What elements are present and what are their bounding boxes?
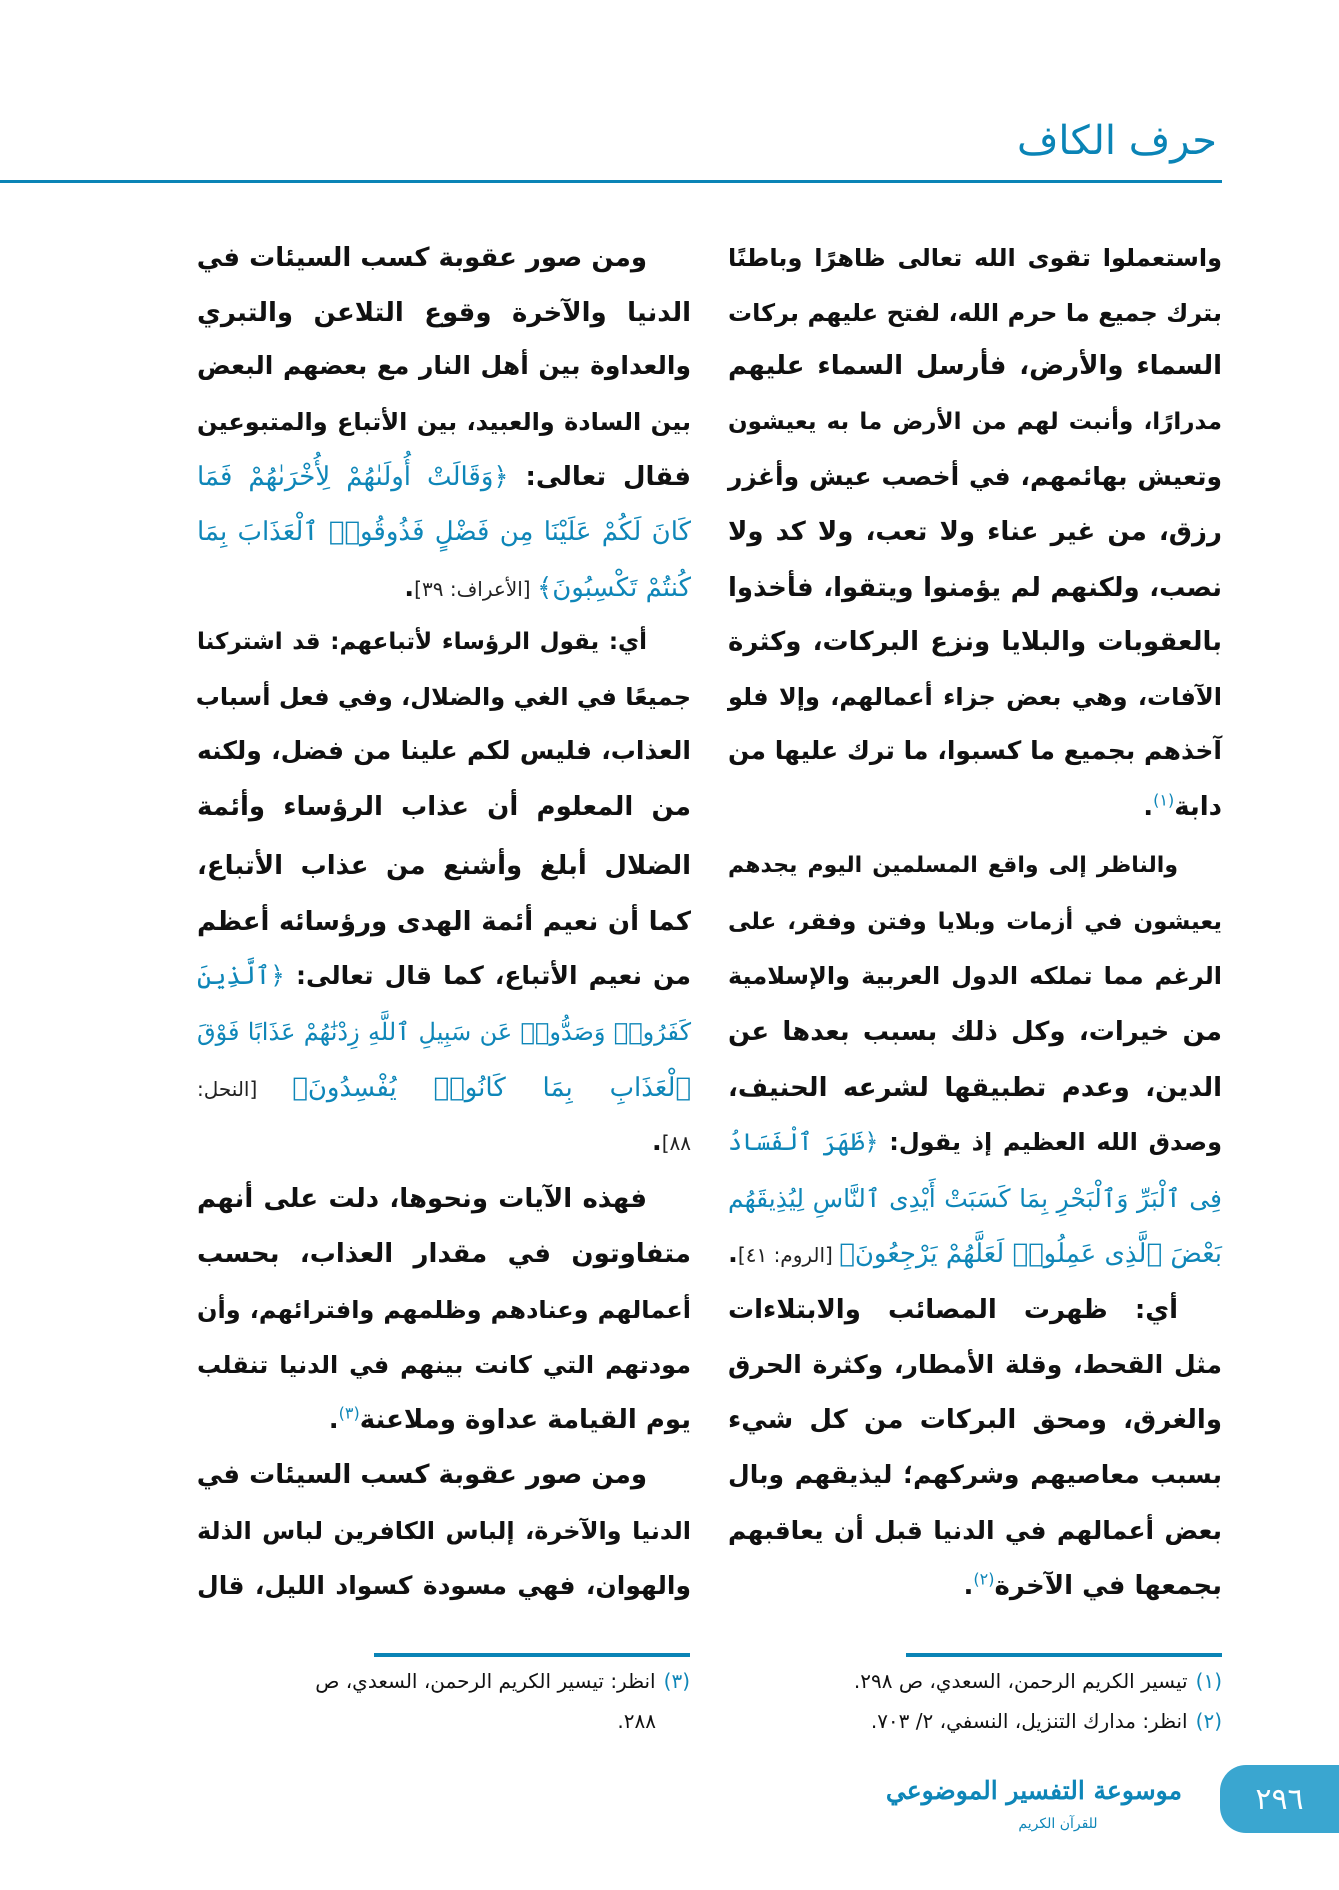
- body-text: الآفات، وهي بعض جزاء أعمالهم، وإلا فلو: [728, 683, 1222, 711]
- footnote-text: انظر: تيسير الكريم الرحمن، السعدي، ص: [315, 1669, 656, 1693]
- quran-verse: كُنتُمْ تَكْسِبُونَ﴾: [536, 573, 691, 603]
- body-text: أعمالهم وعنادهم وظلمهم وافترائهم، وأن: [197, 1296, 691, 1324]
- text-line: [728, 897, 1222, 947]
- logo-subtitle: للقرآن الكريم: [1018, 1816, 1098, 1832]
- body-text: آخذهم بجميع ما كسبوا، ما ترك عليها من: [728, 736, 1222, 765]
- text-line: [197, 897, 691, 947]
- page-number: ٢٩٦: [1220, 1765, 1339, 1833]
- text-line: [197, 397, 691, 447]
- body-text: مودتهم التي كانت بينهم في الدنيا تنقلب: [197, 1351, 691, 1379]
- body-text: أي: يقول الرؤساء لأتباعهم: قد اشتركنا: [197, 629, 647, 655]
- text-line: [197, 1229, 691, 1279]
- text-line: [197, 726, 691, 776]
- body-text: بسبب معاصيهم وشركهم؛ ليذيقهم وبال: [728, 1460, 1222, 1489]
- body-text: جميعًا في الغي والضلال، وفي فعل أسباب: [195, 683, 691, 711]
- verse-reference: [الروم: ٤١]: [737, 1243, 840, 1267]
- footnote-marker[interactable]: (٣): [338, 1403, 360, 1423]
- footnote-text: تيسير الكريم الرحمن، السعدي، ص ٢٩٨.: [853, 1669, 1188, 1693]
- body-text: العذاب، فليس لكم علينا من فضل، ولكنه: [197, 736, 691, 765]
- body-text: بجمعها في الآخرة: [994, 1571, 1222, 1601]
- text-line: [728, 617, 1222, 667]
- body-text: دابة: [1174, 792, 1222, 822]
- footnote-number: (٢): [1195, 1709, 1222, 1733]
- text-line: [197, 951, 691, 1001]
- text-line: [197, 841, 691, 891]
- body-text: من خيرات، وكل ذلك بسبب بعدها عن: [728, 1017, 1222, 1047]
- text-line: [728, 1007, 1222, 1057]
- footnote-marker[interactable]: (١): [1153, 790, 1175, 810]
- text-line: [728, 726, 1222, 776]
- text-line: [728, 1063, 1222, 1113]
- text-line: [728, 507, 1222, 557]
- body-text: فقال تعالى:: [508, 462, 691, 492]
- body-text: من المعلوم أن عذاب الرؤساء وأئمة: [197, 792, 691, 822]
- body-text: بترك جميع ما حرم الله، لفتح عليهم بركات: [728, 299, 1222, 327]
- text-line: [728, 341, 1222, 391]
- text-line: [197, 452, 691, 502]
- body-text: وصدق الله العظيم إذ يقول:: [878, 1128, 1223, 1156]
- text-line: [197, 782, 691, 832]
- footnote-separator-left: [374, 1653, 690, 1657]
- footnote-number: (٣): [663, 1669, 690, 1693]
- header-divider: [0, 180, 1222, 183]
- text-line: [197, 1117, 691, 1167]
- body-text: الضلال أبلغ وأشنع من عذاب الأتباع،: [197, 851, 691, 881]
- verse-reference: [الأعراف: ٣٩]: [414, 577, 537, 601]
- text-line: [197, 617, 691, 667]
- body-text: متفاوتون في مقدار العذاب، بحسب: [197, 1239, 691, 1269]
- body-text: من نعيم الأتباع، كما قال تعالى:: [284, 961, 691, 990]
- footnote-2: [871, 1701, 1222, 1741]
- body-text: الدنيا والآخرة وقوع التلاعن والتبري: [197, 298, 691, 328]
- body-text: والغرق، ومحق البركات من كل شيء: [728, 1405, 1222, 1435]
- body-text: السماء والأرض، فأرسل السماء عليهم: [728, 351, 1222, 381]
- body-text: الدنيا والآخرة، إلباس الكافرين لباس الذلة: [197, 1517, 691, 1545]
- text-line: [197, 1007, 691, 1057]
- quran-verse: ﴿ٱلَّذِينَ: [197, 961, 285, 990]
- body-text: رزق، من غير عناء ولا تعب، ولا كد ولا: [728, 517, 1222, 547]
- text-line: [728, 1174, 1222, 1224]
- footnote-3-continued: [617, 1701, 656, 1741]
- quran-verse: فِى ٱلْبَرِّ وَٱلْبَحْرِ بِمَا كَسَبَتْ أَيْدِى ٱلنَّاسِ لِيُذِيقَهُم: [728, 1184, 1222, 1213]
- body-text: والناظر إلى واقع المسلمين اليوم يجدهم: [728, 853, 1178, 878]
- footnote-1: [854, 1661, 1222, 1701]
- body-text: .: [1143, 792, 1154, 822]
- text-line: [728, 233, 1222, 283]
- text-line: [197, 1174, 691, 1224]
- body-text: يوم القيامة عداوة وملاعنة: [359, 1405, 691, 1435]
- body-text: ومن صور عقوبة كسب السيئات في: [196, 243, 647, 273]
- text-line: [728, 1340, 1222, 1390]
- footnote-separator-right: [906, 1653, 1222, 1657]
- text-line: [197, 1340, 691, 1390]
- text-line: [728, 951, 1222, 1001]
- quran-verse: كَفَرُوا۟ وَصَدُّوا۟ عَن سَبِيلِ ٱللَّهِ زِدْنَٰهُمْ عَذَابًا فَوْقَ: [197, 1018, 691, 1046]
- body-text: بين السادة والعبيد، بين الأتباع والمتبوعين: [197, 408, 691, 436]
- text-line: [728, 288, 1222, 338]
- text-line: [197, 1395, 691, 1445]
- footnote-text: ٢٨٨.: [617, 1709, 656, 1733]
- body-text: واستعملوا تقوى الله تعالى ظاهرًا وباطنًا: [728, 244, 1222, 272]
- text-line: [197, 233, 691, 283]
- text-line: [728, 1117, 1222, 1167]
- text-line: [728, 1229, 1222, 1279]
- text-line: [728, 1285, 1222, 1335]
- text-line: [197, 563, 691, 613]
- body-text: كما أن نعيم أئمة الهدى ورؤسائه أعظم: [197, 907, 691, 937]
- body-text: ومن صور عقوبة كسب السيئات في: [196, 1460, 647, 1490]
- body-text: وتعيش بهائمهم، في أخصب عيش وأغزر: [728, 462, 1222, 491]
- body-text: يعيشون في أزمات وبلايا وفتن وفقر، على: [728, 909, 1222, 935]
- body-text: الرغم مما تملكه الدول العربية والإسلامية: [728, 962, 1222, 990]
- body-text: .: [728, 1239, 738, 1269]
- text-line: [728, 563, 1222, 613]
- body-text: والهوان، فهي مسودة كسواد الليل، قال: [197, 1571, 691, 1600]
- body-text: .: [651, 1127, 662, 1157]
- body-text: مدرارًا، وأنبت لهم من الأرض ما به يعيشون: [728, 409, 1222, 435]
- text-line: [728, 841, 1222, 891]
- logo-title: موسوعة التفسير الموضوعي: [885, 1776, 1182, 1805]
- quran-verse: كَانَ لَكُمْ عَلَيْنَا مِن فَضْلٍ فَذُوقُوا۟ ٱلْعَذَابَ بِمَا: [197, 517, 691, 547]
- text-line: [197, 1506, 691, 1556]
- body-text: أي: ظهرت المصائب والابتلاءات: [728, 1295, 1178, 1325]
- body-text: فهذه الآيات ونحوها، دلت على أنهم: [197, 1184, 647, 1214]
- body-text: والعداوة بين أهل النار مع بعضهم البعض: [197, 351, 691, 380]
- text-line: [197, 1063, 691, 1113]
- quran-verse: ﴿وَقَالَتْ أُولَىٰهُمْ لِأُخْرَىٰهُمْ فَمَا: [197, 462, 509, 492]
- footnote-text: انظر: مدارك التنزيل، النسفي، ٢/ ٧٠٣.: [870, 1709, 1188, 1733]
- text-line: [197, 288, 691, 338]
- encyclopedia-logo: [885, 1768, 1182, 1846]
- body-text: نصب، ولكنهم لم يؤمنوا ويتقوا، فأخذوا: [728, 573, 1222, 603]
- body-text: بعض أعمالهم في الدنيا قبل أن يعاقبهم: [728, 1516, 1222, 1545]
- footnote-3: [315, 1661, 690, 1701]
- verse-reference: [النحل:: [197, 1077, 293, 1101]
- quran-verse: ﴿ظَهَرَ ٱلْفَسَادُ: [728, 1128, 879, 1156]
- text-line: [197, 1285, 691, 1335]
- text-line: [728, 397, 1222, 447]
- text-line: [197, 507, 691, 557]
- text-line: [728, 1506, 1222, 1556]
- text-line: [728, 1450, 1222, 1500]
- text-line: [197, 1450, 691, 1500]
- footnote-number: (١): [1195, 1669, 1222, 1693]
- body-text: مثل القحط، وقلة الأمطار، وكثرة الحرق: [728, 1350, 1222, 1379]
- text-line: [197, 1561, 691, 1611]
- body-text: .: [328, 1405, 339, 1435]
- body-text: .: [963, 1571, 974, 1601]
- footnote-marker[interactable]: (٢): [973, 1569, 995, 1589]
- chapter-title: حرف الكاف: [1016, 118, 1217, 164]
- quran-verse: ٱلْعَذَابِ بِمَا كَانُوا۟ يُفْسِدُونَ﴾: [292, 1073, 691, 1103]
- verse-reference: ٨٨]: [661, 1131, 691, 1155]
- body-text: الدين، وعدم تطبيقها لشرعه الحنيف،: [728, 1073, 1222, 1103]
- text-line: [197, 341, 691, 391]
- quran-verse: بَعْضَ ٱلَّذِى عَمِلُوا۟ لَعَلَّهُمْ يَرْجِعُونَ﴾: [839, 1239, 1222, 1269]
- body-text: بالعقوبات والبلايا ونزع البركات، وكثرة: [728, 627, 1222, 657]
- text-line: [728, 1561, 1222, 1611]
- text-line: [728, 672, 1222, 722]
- text-line: [197, 672, 691, 722]
- text-line: [728, 1395, 1222, 1445]
- text-line: [728, 782, 1222, 832]
- body-text: .: [404, 573, 415, 603]
- text-line: [728, 452, 1222, 502]
